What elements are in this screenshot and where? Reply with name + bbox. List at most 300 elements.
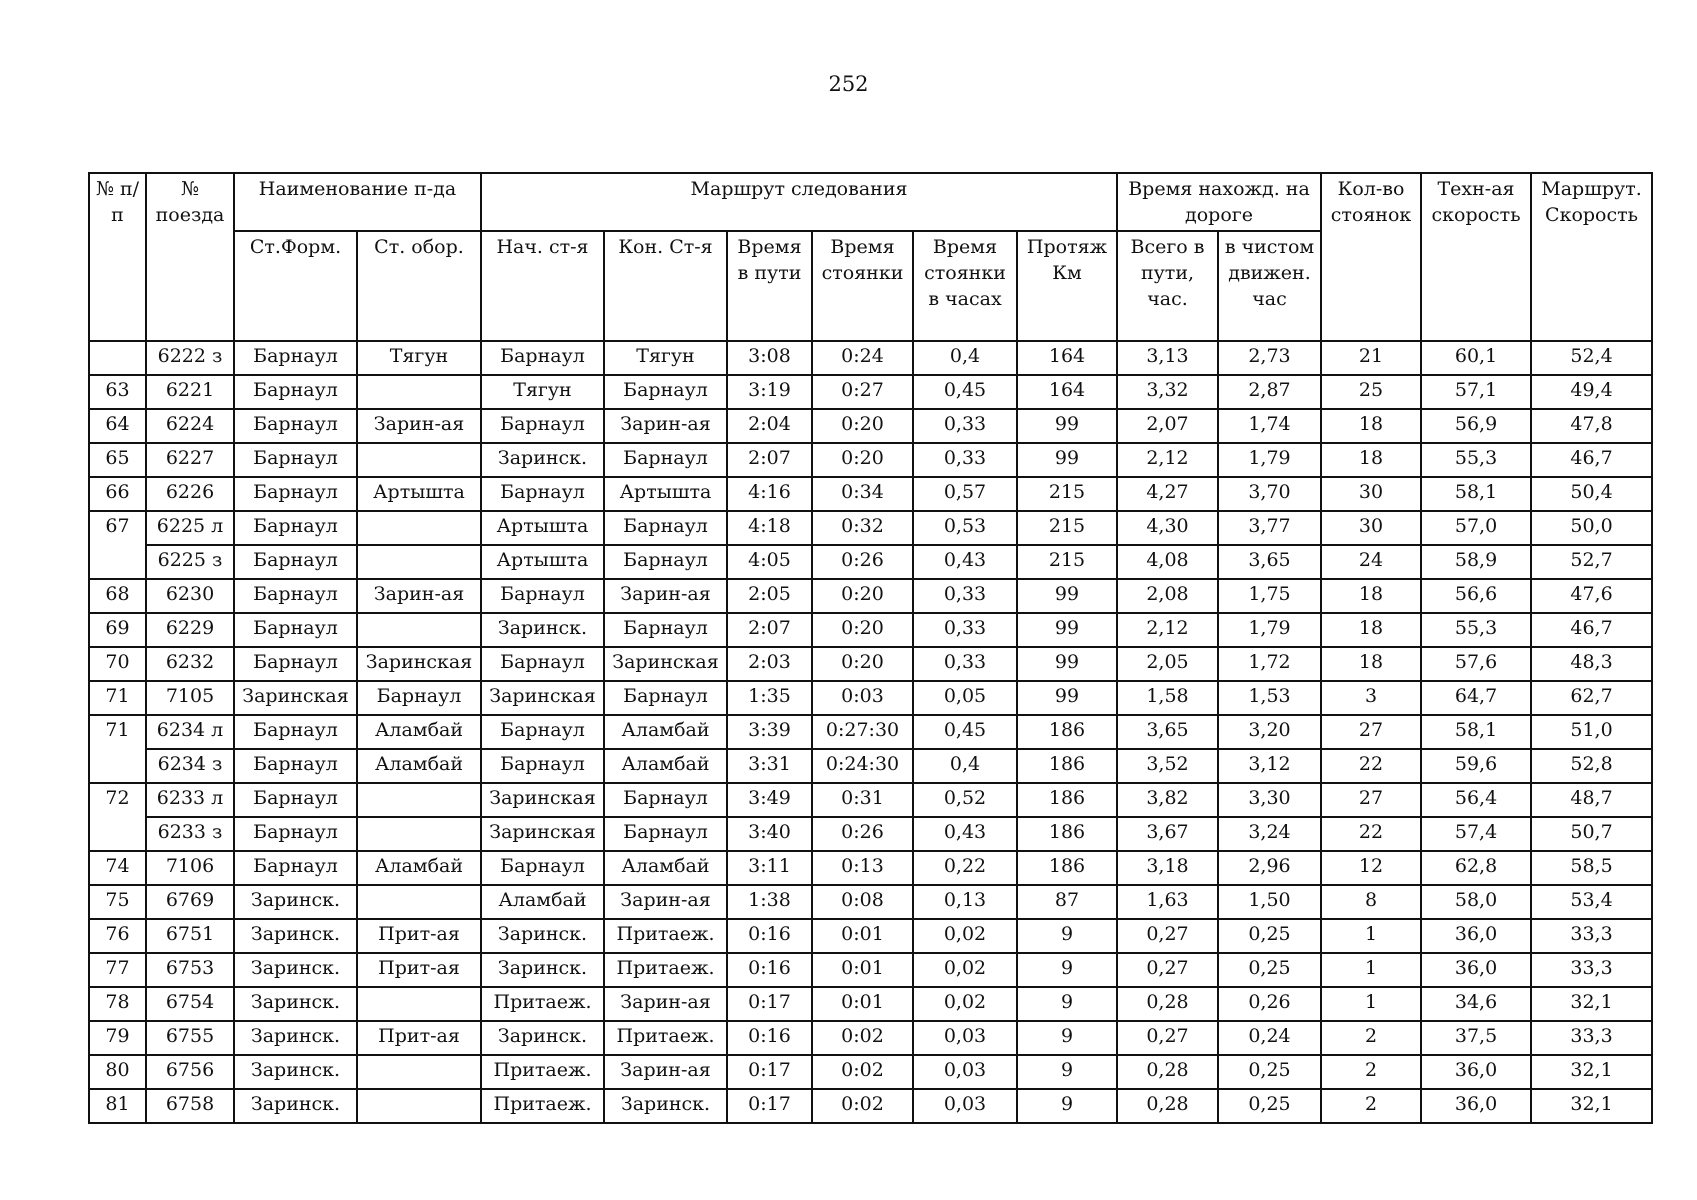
table-cell: 0,27 xyxy=(1117,919,1218,953)
table-cell: 2,12 xyxy=(1117,613,1218,647)
table-cell: 0:02 xyxy=(812,1055,913,1089)
table-cell: Заринская xyxy=(604,647,727,681)
cell-num: 65 xyxy=(89,443,146,477)
cell-num: 67 xyxy=(89,511,146,579)
table-cell: 2:07 xyxy=(727,613,812,647)
table-cell: 2 xyxy=(1321,1021,1421,1055)
table-cell: Барнаул xyxy=(234,545,357,579)
header-row-top xyxy=(89,173,1652,231)
table-cell: 87 xyxy=(1017,885,1117,919)
table-cell: 99 xyxy=(1017,647,1117,681)
table-cell: Притаеж. xyxy=(481,1055,604,1089)
table-cell: 33,3 xyxy=(1531,1021,1652,1055)
table-cell: 2,96 xyxy=(1218,851,1321,885)
table-cell: Барнаул xyxy=(234,443,357,477)
table-cell xyxy=(357,1055,481,1089)
table-cell: Прит-ая xyxy=(357,1021,481,1055)
table-cell: 0,28 xyxy=(1117,1089,1218,1123)
table-cell: 56,9 xyxy=(1421,409,1531,443)
table-cell: Заринская xyxy=(357,647,481,681)
table-cell: Барнаул xyxy=(481,409,604,443)
cell-num: 64 xyxy=(89,409,146,443)
table-cell: 18 xyxy=(1321,579,1421,613)
table-row xyxy=(89,681,1652,715)
table-cell: Аламбай xyxy=(604,715,727,749)
table-cell: 18 xyxy=(1321,443,1421,477)
table-cell: 2 xyxy=(1321,1055,1421,1089)
table-cell: 6225 з xyxy=(146,545,234,579)
table-cell: Артышта xyxy=(481,511,604,545)
table-cell: 4:05 xyxy=(727,545,812,579)
table-cell: 0,25 xyxy=(1218,1089,1321,1123)
table-row xyxy=(89,647,1652,681)
table-cell: 3:40 xyxy=(727,817,812,851)
table-cell: 48,7 xyxy=(1531,783,1652,817)
table-row xyxy=(89,477,1652,511)
table-cell: 186 xyxy=(1017,783,1117,817)
table-cell: 186 xyxy=(1017,851,1117,885)
table-row xyxy=(89,817,1652,851)
table-cell: 36,0 xyxy=(1421,919,1531,953)
header-num: № п/п xyxy=(89,173,146,341)
table-cell: 2,12 xyxy=(1117,443,1218,477)
table-row xyxy=(89,987,1652,1021)
table-cell: Барнаул xyxy=(604,681,727,715)
table-cell: 1,74 xyxy=(1218,409,1321,443)
table-cell: Аламбай xyxy=(357,715,481,749)
table-cell: 0,13 xyxy=(913,885,1017,919)
cell-num: 72 xyxy=(89,783,146,851)
cell-num: 77 xyxy=(89,953,146,987)
table-cell: Притаеж. xyxy=(604,919,727,953)
table-cell: 0,02 xyxy=(913,919,1017,953)
cell-num: 78 xyxy=(89,987,146,1021)
table-cell: 0:02 xyxy=(812,1089,913,1123)
table-row xyxy=(89,919,1652,953)
table-row xyxy=(89,715,1652,749)
cell-num: 80 xyxy=(89,1055,146,1089)
header-st-obor: Ст. обор. xyxy=(357,231,481,341)
table-cell: Заринск. xyxy=(234,1089,357,1123)
header-stop-time: Время стоянки xyxy=(812,231,913,341)
table-cell: 99 xyxy=(1017,409,1117,443)
table-cell: 0:17 xyxy=(727,1089,812,1123)
table-cell: 0,24 xyxy=(1218,1021,1321,1055)
table-cell: Заринск. xyxy=(234,953,357,987)
table-cell xyxy=(357,545,481,579)
table-row xyxy=(89,545,1652,579)
table-cell: 3:49 xyxy=(727,783,812,817)
table-cell: 62,8 xyxy=(1421,851,1531,885)
table-cell xyxy=(357,885,481,919)
table-cell: 1,79 xyxy=(1218,443,1321,477)
table-cell: 0,25 xyxy=(1218,1055,1321,1089)
table-cell: 6230 xyxy=(146,579,234,613)
cell-num: 74 xyxy=(89,851,146,885)
table-cell: Барнаул xyxy=(234,613,357,647)
table-cell: 3,18 xyxy=(1117,851,1218,885)
table-cell: 37,5 xyxy=(1421,1021,1531,1055)
table-cell: 0,4 xyxy=(913,749,1017,783)
table-cell: 0:34 xyxy=(812,477,913,511)
header-total-hours: Всего в пути, час. xyxy=(1117,231,1218,341)
table-cell: Барнаул xyxy=(604,613,727,647)
table-cell: 0:17 xyxy=(727,1055,812,1089)
table-cell: Барнаул xyxy=(481,579,604,613)
header-time-group: Время нахожд. на дороге xyxy=(1117,173,1321,231)
table-cell: 0,33 xyxy=(913,579,1017,613)
table-cell: 6222 з xyxy=(146,341,234,375)
table-cell: 0:20 xyxy=(812,409,913,443)
table-cell: 1,53 xyxy=(1218,681,1321,715)
table-cell: 6232 xyxy=(146,647,234,681)
table-cell: 0:27:30 xyxy=(812,715,913,749)
table-cell: 0:01 xyxy=(812,919,913,953)
table-cell: 48,3 xyxy=(1531,647,1652,681)
table-cell: 1,72 xyxy=(1218,647,1321,681)
table-cell: 3,65 xyxy=(1117,715,1218,749)
table-cell: Заринск. xyxy=(234,885,357,919)
table-cell: 3,24 xyxy=(1218,817,1321,851)
table-cell: 0,27 xyxy=(1117,953,1218,987)
table-cell: Заринск. xyxy=(481,443,604,477)
table-cell: 0,43 xyxy=(913,545,1017,579)
table-cell: 30 xyxy=(1321,477,1421,511)
table-cell: 6225 л xyxy=(146,511,234,545)
table-cell: 33,3 xyxy=(1531,953,1652,987)
table-cell: 6221 xyxy=(146,375,234,409)
table-cell: 0,53 xyxy=(913,511,1017,545)
table-cell: 0:32 xyxy=(812,511,913,545)
table-cell: 3:11 xyxy=(727,851,812,885)
table-cell: 55,3 xyxy=(1421,613,1531,647)
table-cell: 32,1 xyxy=(1531,1089,1652,1123)
table-cell: Барнаул xyxy=(234,715,357,749)
table-cell: 0,22 xyxy=(913,851,1017,885)
table-cell: Барнаул xyxy=(481,647,604,681)
table-cell xyxy=(357,1089,481,1123)
table-cell: 3:19 xyxy=(727,375,812,409)
header-route-group: Маршрут следования xyxy=(481,173,1117,231)
table-cell: 2:05 xyxy=(727,579,812,613)
table-cell: Барнаул xyxy=(604,783,727,817)
table-cell: 2:07 xyxy=(727,443,812,477)
table-cell: Зарин-ая xyxy=(357,579,481,613)
table-cell: 0,33 xyxy=(913,409,1017,443)
table-cell: 57,6 xyxy=(1421,647,1531,681)
header-train: № поезда xyxy=(146,173,234,341)
table-cell: Барнаул xyxy=(234,341,357,375)
table-cell: 0:16 xyxy=(727,1021,812,1055)
table-cell: 6229 xyxy=(146,613,234,647)
table-cell: Притаеж. xyxy=(481,987,604,1021)
table-cell: 3,77 xyxy=(1218,511,1321,545)
table-cell: 99 xyxy=(1017,443,1117,477)
table-cell: 0,33 xyxy=(913,443,1017,477)
table-cell: Зарин-ая xyxy=(604,885,727,919)
table-cell: 3,20 xyxy=(1218,715,1321,749)
cell-num: 69 xyxy=(89,613,146,647)
table-cell: 7106 xyxy=(146,851,234,885)
table-cell: Аламбай xyxy=(604,749,727,783)
table-cell: Притаеж. xyxy=(604,953,727,987)
table-cell xyxy=(357,987,481,1021)
table-cell xyxy=(357,613,481,647)
table-cell: 3,30 xyxy=(1218,783,1321,817)
table-cell: 2,73 xyxy=(1218,341,1321,375)
table-cell: 55,3 xyxy=(1421,443,1531,477)
table-cell: 12 xyxy=(1321,851,1421,885)
table-cell: 99 xyxy=(1017,613,1117,647)
table-cell: 9 xyxy=(1017,1089,1117,1123)
table-cell: 0,02 xyxy=(913,987,1017,1021)
table-cell: Барнаул xyxy=(234,647,357,681)
table-cell: 6753 xyxy=(146,953,234,987)
table-cell: 58,1 xyxy=(1421,477,1531,511)
table-cell: 9 xyxy=(1017,987,1117,1021)
table-cell: 0:20 xyxy=(812,443,913,477)
table-row xyxy=(89,1089,1652,1123)
table-cell: 46,7 xyxy=(1531,613,1652,647)
table-cell: 0,03 xyxy=(913,1021,1017,1055)
table-row xyxy=(89,375,1652,409)
table-cell: 0,28 xyxy=(1117,1055,1218,1089)
table-cell: 0,57 xyxy=(913,477,1017,511)
table-cell: 34,6 xyxy=(1421,987,1531,1021)
table-row xyxy=(89,511,1652,545)
table-cell: 9 xyxy=(1017,953,1117,987)
table-cell: Барнаул xyxy=(234,477,357,511)
table-cell: 3:39 xyxy=(727,715,812,749)
table-cell: 0:20 xyxy=(812,647,913,681)
table-cell: 1 xyxy=(1321,919,1421,953)
table-cell: Тягун xyxy=(481,375,604,409)
table-body xyxy=(89,341,1652,1123)
table-cell: 3 xyxy=(1321,681,1421,715)
table-cell: 2,08 xyxy=(1117,579,1218,613)
table-cell: 0,45 xyxy=(913,715,1017,749)
table-cell: 2,87 xyxy=(1218,375,1321,409)
table-cell: 46,7 xyxy=(1531,443,1652,477)
table-cell: Барнаул xyxy=(234,851,357,885)
table-cell: 22 xyxy=(1321,817,1421,851)
train-schedule-table xyxy=(88,172,1653,1124)
table-cell: 186 xyxy=(1017,715,1117,749)
table-cell: 18 xyxy=(1321,613,1421,647)
table-cell: 2:03 xyxy=(727,647,812,681)
table-cell: 49,4 xyxy=(1531,375,1652,409)
table-cell: 0,03 xyxy=(913,1089,1017,1123)
table-cell: Барнаул xyxy=(234,817,357,851)
table-cell: Прит-ая xyxy=(357,953,481,987)
table-cell: 57,1 xyxy=(1421,375,1531,409)
table-row xyxy=(89,783,1652,817)
table-cell: 24 xyxy=(1321,545,1421,579)
table-cell: Аламбай xyxy=(357,851,481,885)
table-cell: 6758 xyxy=(146,1089,234,1123)
table-cell: Барнаул xyxy=(234,579,357,613)
table-cell: Аламбай xyxy=(481,885,604,919)
table-cell: Барнаул xyxy=(234,375,357,409)
header-distance: Протяж Км xyxy=(1017,231,1117,341)
table-cell: 0:02 xyxy=(812,1021,913,1055)
table-cell: 0,52 xyxy=(913,783,1017,817)
table-cell: Зарин-ая xyxy=(604,579,727,613)
table-cell: 52,7 xyxy=(1531,545,1652,579)
table-cell: Заринск. xyxy=(481,1021,604,1055)
table-cell: 1,50 xyxy=(1218,885,1321,919)
table-cell: Аламбай xyxy=(604,851,727,885)
cell-num: 66 xyxy=(89,477,146,511)
table-cell: 215 xyxy=(1017,545,1117,579)
table-row xyxy=(89,613,1652,647)
table-cell: 7105 xyxy=(146,681,234,715)
table-cell: Барнаул xyxy=(481,341,604,375)
table-cell: 1:35 xyxy=(727,681,812,715)
table-cell: 18 xyxy=(1321,647,1421,681)
header-name-group: Наименование п-да xyxy=(234,173,481,231)
table-cell: 60,1 xyxy=(1421,341,1531,375)
header-tech-speed: Техн-ая скорость xyxy=(1421,173,1531,341)
table-cell: Артышта xyxy=(357,477,481,511)
table-row xyxy=(89,579,1652,613)
table-cell: 99 xyxy=(1017,681,1117,715)
table-cell: 0:24:30 xyxy=(812,749,913,783)
table-cell: Заринская xyxy=(481,817,604,851)
table-cell: 36,0 xyxy=(1421,1089,1531,1123)
table-cell: Притаеж. xyxy=(604,1021,727,1055)
cell-num: 81 xyxy=(89,1089,146,1123)
table-cell: 27 xyxy=(1321,715,1421,749)
table-cell: 25 xyxy=(1321,375,1421,409)
table-cell: 186 xyxy=(1017,817,1117,851)
table-cell: 0:01 xyxy=(812,953,913,987)
table-cell: Барнаул xyxy=(481,477,604,511)
table-cell: 3,12 xyxy=(1218,749,1321,783)
table-cell: 9 xyxy=(1017,1021,1117,1055)
table-cell: 0,4 xyxy=(913,341,1017,375)
table-cell: Барнаул xyxy=(234,749,357,783)
table-cell xyxy=(357,511,481,545)
table-cell: Барнаул xyxy=(604,817,727,851)
table-cell: 27 xyxy=(1321,783,1421,817)
table-cell: 4:16 xyxy=(727,477,812,511)
table-cell: 57,0 xyxy=(1421,511,1531,545)
table-cell: 36,0 xyxy=(1421,1055,1531,1089)
table-row xyxy=(89,1021,1652,1055)
table-cell: Заринск. xyxy=(234,919,357,953)
table-cell: 0:16 xyxy=(727,953,812,987)
table-cell: 6756 xyxy=(146,1055,234,1089)
table-cell: Заринская xyxy=(481,681,604,715)
table-cell: 0,33 xyxy=(913,647,1017,681)
table-cell: 9 xyxy=(1017,919,1117,953)
table-cell: 0,33 xyxy=(913,613,1017,647)
table-row xyxy=(89,1055,1652,1089)
table-cell: 58,0 xyxy=(1421,885,1531,919)
header-stops-count: Кол-во стоянок xyxy=(1321,173,1421,341)
table-cell: Барнаул xyxy=(604,375,727,409)
table-cell: Заринск. xyxy=(481,953,604,987)
table-cell: 2:04 xyxy=(727,409,812,443)
table-cell: 0,03 xyxy=(913,1055,1017,1089)
table-cell: 164 xyxy=(1017,375,1117,409)
header-route-speed: Маршрут. Скорость xyxy=(1531,173,1652,341)
table-cell: 52,8 xyxy=(1531,749,1652,783)
header-net-hours: в чистом движен. час xyxy=(1218,231,1321,341)
header-stop-hours: Время стоянки в часах xyxy=(913,231,1017,341)
table-cell: 3:31 xyxy=(727,749,812,783)
table-cell: Тягун xyxy=(357,341,481,375)
table-cell: Барнаул xyxy=(357,681,481,715)
table-cell: 3,67 xyxy=(1117,817,1218,851)
table-cell: 3:08 xyxy=(727,341,812,375)
table-cell: 2,05 xyxy=(1117,647,1218,681)
cell-num: 63 xyxy=(89,375,146,409)
table-cell: 1 xyxy=(1321,987,1421,1021)
table-cell xyxy=(357,375,481,409)
table-cell: Барнаул xyxy=(234,783,357,817)
table-cell: Барнаул xyxy=(481,851,604,885)
page-number: 252 xyxy=(828,72,869,96)
table-cell: 6224 xyxy=(146,409,234,443)
cell-num: 71 xyxy=(89,681,146,715)
table-cell: 0:24 xyxy=(812,341,913,375)
table-cell: 58,1 xyxy=(1421,715,1531,749)
table-cell: Артышта xyxy=(481,545,604,579)
table-cell: 0:17 xyxy=(727,987,812,1021)
table-cell: Барнаул xyxy=(234,409,357,443)
table-cell: 1,63 xyxy=(1117,885,1218,919)
table-cell: 3,52 xyxy=(1117,749,1218,783)
table-cell: Аламбай xyxy=(357,749,481,783)
table-cell: 62,7 xyxy=(1531,681,1652,715)
table-cell: 52,4 xyxy=(1531,341,1652,375)
table-cell: 9 xyxy=(1017,1055,1117,1089)
table-cell: 4,08 xyxy=(1117,545,1218,579)
table-cell: 0:31 xyxy=(812,783,913,817)
table-cell: Заринская xyxy=(481,783,604,817)
table-cell: 0:08 xyxy=(812,885,913,919)
header-end-station: Кон. Ст-я xyxy=(604,231,727,341)
table-cell: Зарин-ая xyxy=(604,1055,727,1089)
table-cell: 6233 з xyxy=(146,817,234,851)
table-cell: 47,8 xyxy=(1531,409,1652,443)
table-cell: 6234 л xyxy=(146,715,234,749)
table-cell: 6751 xyxy=(146,919,234,953)
table-cell: 47,6 xyxy=(1531,579,1652,613)
table-cell: 50,7 xyxy=(1531,817,1652,851)
table-cell: 0:16 xyxy=(727,919,812,953)
table-cell: Заринская xyxy=(234,681,357,715)
table-row xyxy=(89,443,1652,477)
table-row xyxy=(89,885,1652,919)
table-cell: 8 xyxy=(1321,885,1421,919)
table-cell: 33,3 xyxy=(1531,919,1652,953)
table-cell: 58,9 xyxy=(1421,545,1531,579)
table-cell: Барнаул xyxy=(234,511,357,545)
table-cell: Заринск. xyxy=(234,1021,357,1055)
table-cell: 50,0 xyxy=(1531,511,1652,545)
table-cell: 1:38 xyxy=(727,885,812,919)
table-cell: Заринск. xyxy=(234,987,357,1021)
table-cell: 1,58 xyxy=(1117,681,1218,715)
table-cell: 0:01 xyxy=(812,987,913,1021)
table-cell: 3,65 xyxy=(1218,545,1321,579)
table-cell: 21 xyxy=(1321,341,1421,375)
table-cell: 6755 xyxy=(146,1021,234,1055)
table-cell: 6226 xyxy=(146,477,234,511)
